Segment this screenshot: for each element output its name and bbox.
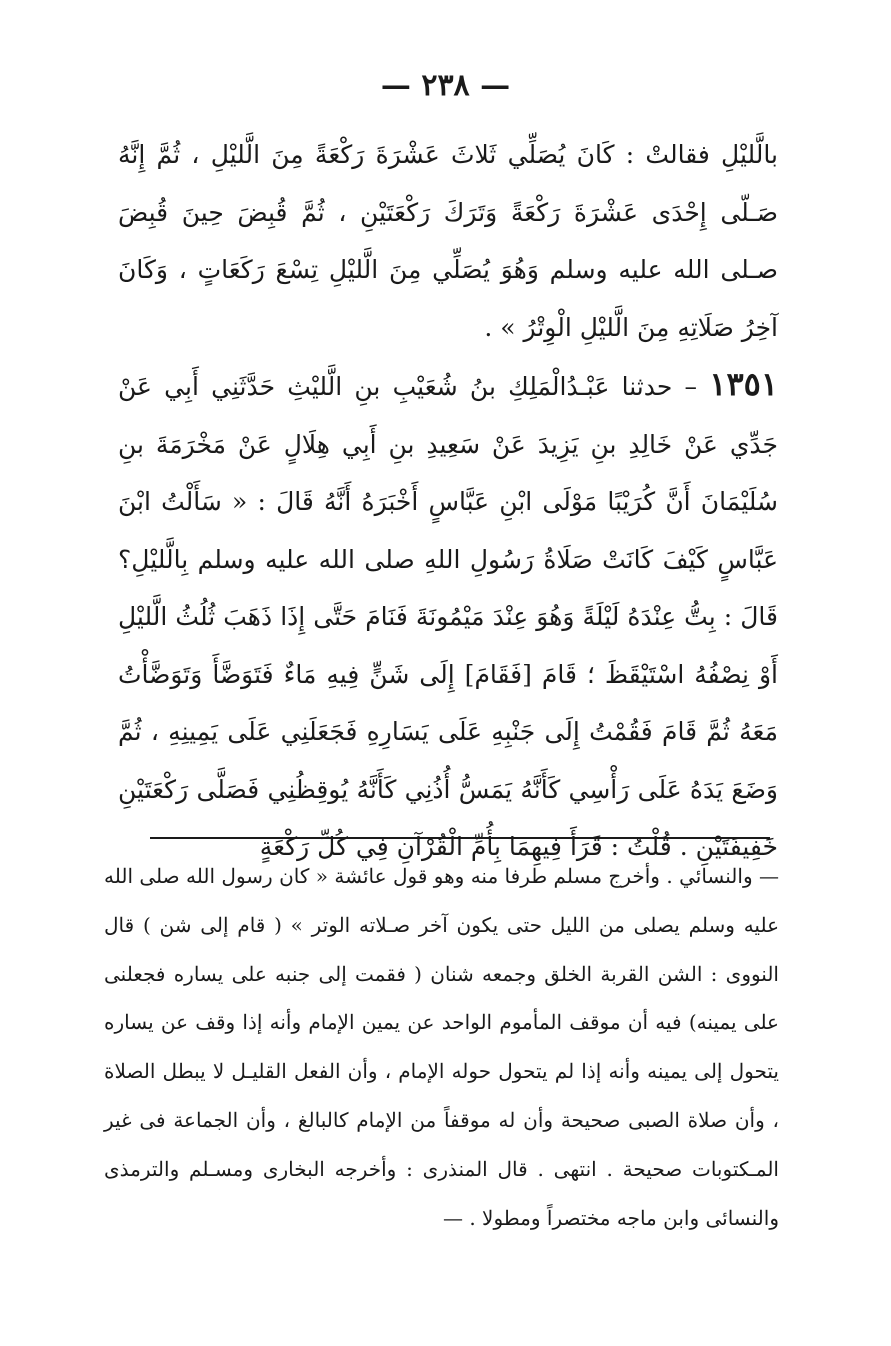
main-text-block: [118, 126, 778, 876]
paragraph-1: بالَّليْلِ فقالتْ : كَانَ يُصَلِّي ثَلاثَ عَشْرَةَ رَكْعَةً مِنَ الَّليْلِ ، ثُمَّ إِنَّهُ صَـلّى إِحْدَى عَشْرَةَ رَكْعَةً وَتَرَكَ رَكْعَتَيْنِ ، ثُمَّ قُبِضَ حِينَ قُبِضَ صـلى الله عليه وسلم وَهُوَ يُصَلِّي مِنَ الَّليْلِ تِسْعَ رَكَعَاتٍ ، وَكَانَ آخِرُ صَلَاتِهِ مِنَ الَّليْلِ الْوِتْرُ » .: [118, 140, 778, 342]
footnote-divider: [150, 837, 770, 839]
hadith-number: ١٣٥١: [709, 365, 778, 403]
page-number: — ٢٣٨ —: [380, 68, 511, 103]
hadith-text: – حدثنا عَبْـدُالْمَلِكِ بنُ شُعَيْبِ بنِ الَّليْثِ حَدَّثَنِي أَبِي عَنْ جَدِّي عَنْ خَالِدِ بنِ يَزِيدَ عَنْ سَعِيدِ بنِ أَبِي هِلَالٍ عَنْ مَخْرَمَةَ بنِ سُلَيْمَانَ أَنَّ كُرَيْبًا مَوْلَى ابْنِ عَبَّاسٍ أَخْبَرَهُ أَنَّهُ قَالَ : « سَأَلْتُ ابْنَ عَبَّاسٍ كَيْفَ كَانَتْ صَلَاةُ رَسُولِ اللهِ صلى الله عليه وسلم بِالَّليْلِ؟ قَالَ : بِتُّ عِنْدَهُ لَيْلَةً وَهُوَ عِنْدَ مَيْمُونَةَ فَنَامَ حَتَّى إِذَا ذَهَبَ ثُلُثُ الَّليْلِ أَوْ نِصْفُهُ اسْتَيْقَظَ ؛ قَامَ [فَقَامَ] إِلَى شَنٍّ فِيهِ مَاءٌ فَتَوَضَّأَ وَتَوَضَّأْتُ مَعَهُ ثُمَّ قَامَ فَقُمْتُ إِلَى جَنْبِهِ عَلَى يَسَارِهِ فَجَعَلَنِي عَلَى يَمِينِهِ ، ثُمَّ وَضَعَ يَدَهُ عَلَى رَأْسِي كَأَنَّهُ يَمَسُّ أُذُنِي كَأَنَّهُ يُوقِظُنِي فَصَلَّى رَكْعَتَيْنِ خَفِيفَتَيْنِ . قُلْتُ : قَرَأَ فِيهِمَا بِأُمِّ الْقُرْآنِ فِي كُلِّ رَكْعَةٍ: [118, 372, 778, 861]
footnote-block: [104, 852, 779, 1242]
footnote-text: — والنسائي . وأخرج مسلم طرفا منه وهو قول عائشة « كان رسول الله صلى الله عليه وسلم يصلى من الليل حتى يكون آخر صـلاته الوتر » ( قام إلى شن ) قال النووى : الشن القربة الخلق وجمعه شنان ( فقمت إلى جنبه على يساره فجعلنى على يمينه) فيه أن موقف المأموم الواحد عن يمين الإمام وأنه إذا وقف عن يساره يتحول إلى يمينه وأنه إذا لم يتحول حوله الإمام ، وأن الفعل القليـل لا يبطل الصلاة ، وأن صلاة الصبى صحيحة وأن له موقفاً من الإمام كالبالغ ، وأن الجماعة فى غير المـكتوبات صحيحة . انتهى . قال المنذرى : وأخرجه البخارى ومسـلم والترمذى والنسائى وابن ماجه مختصراً ومطولا . —: [104, 864, 779, 1230]
paragraph-2: [118, 356, 778, 876]
